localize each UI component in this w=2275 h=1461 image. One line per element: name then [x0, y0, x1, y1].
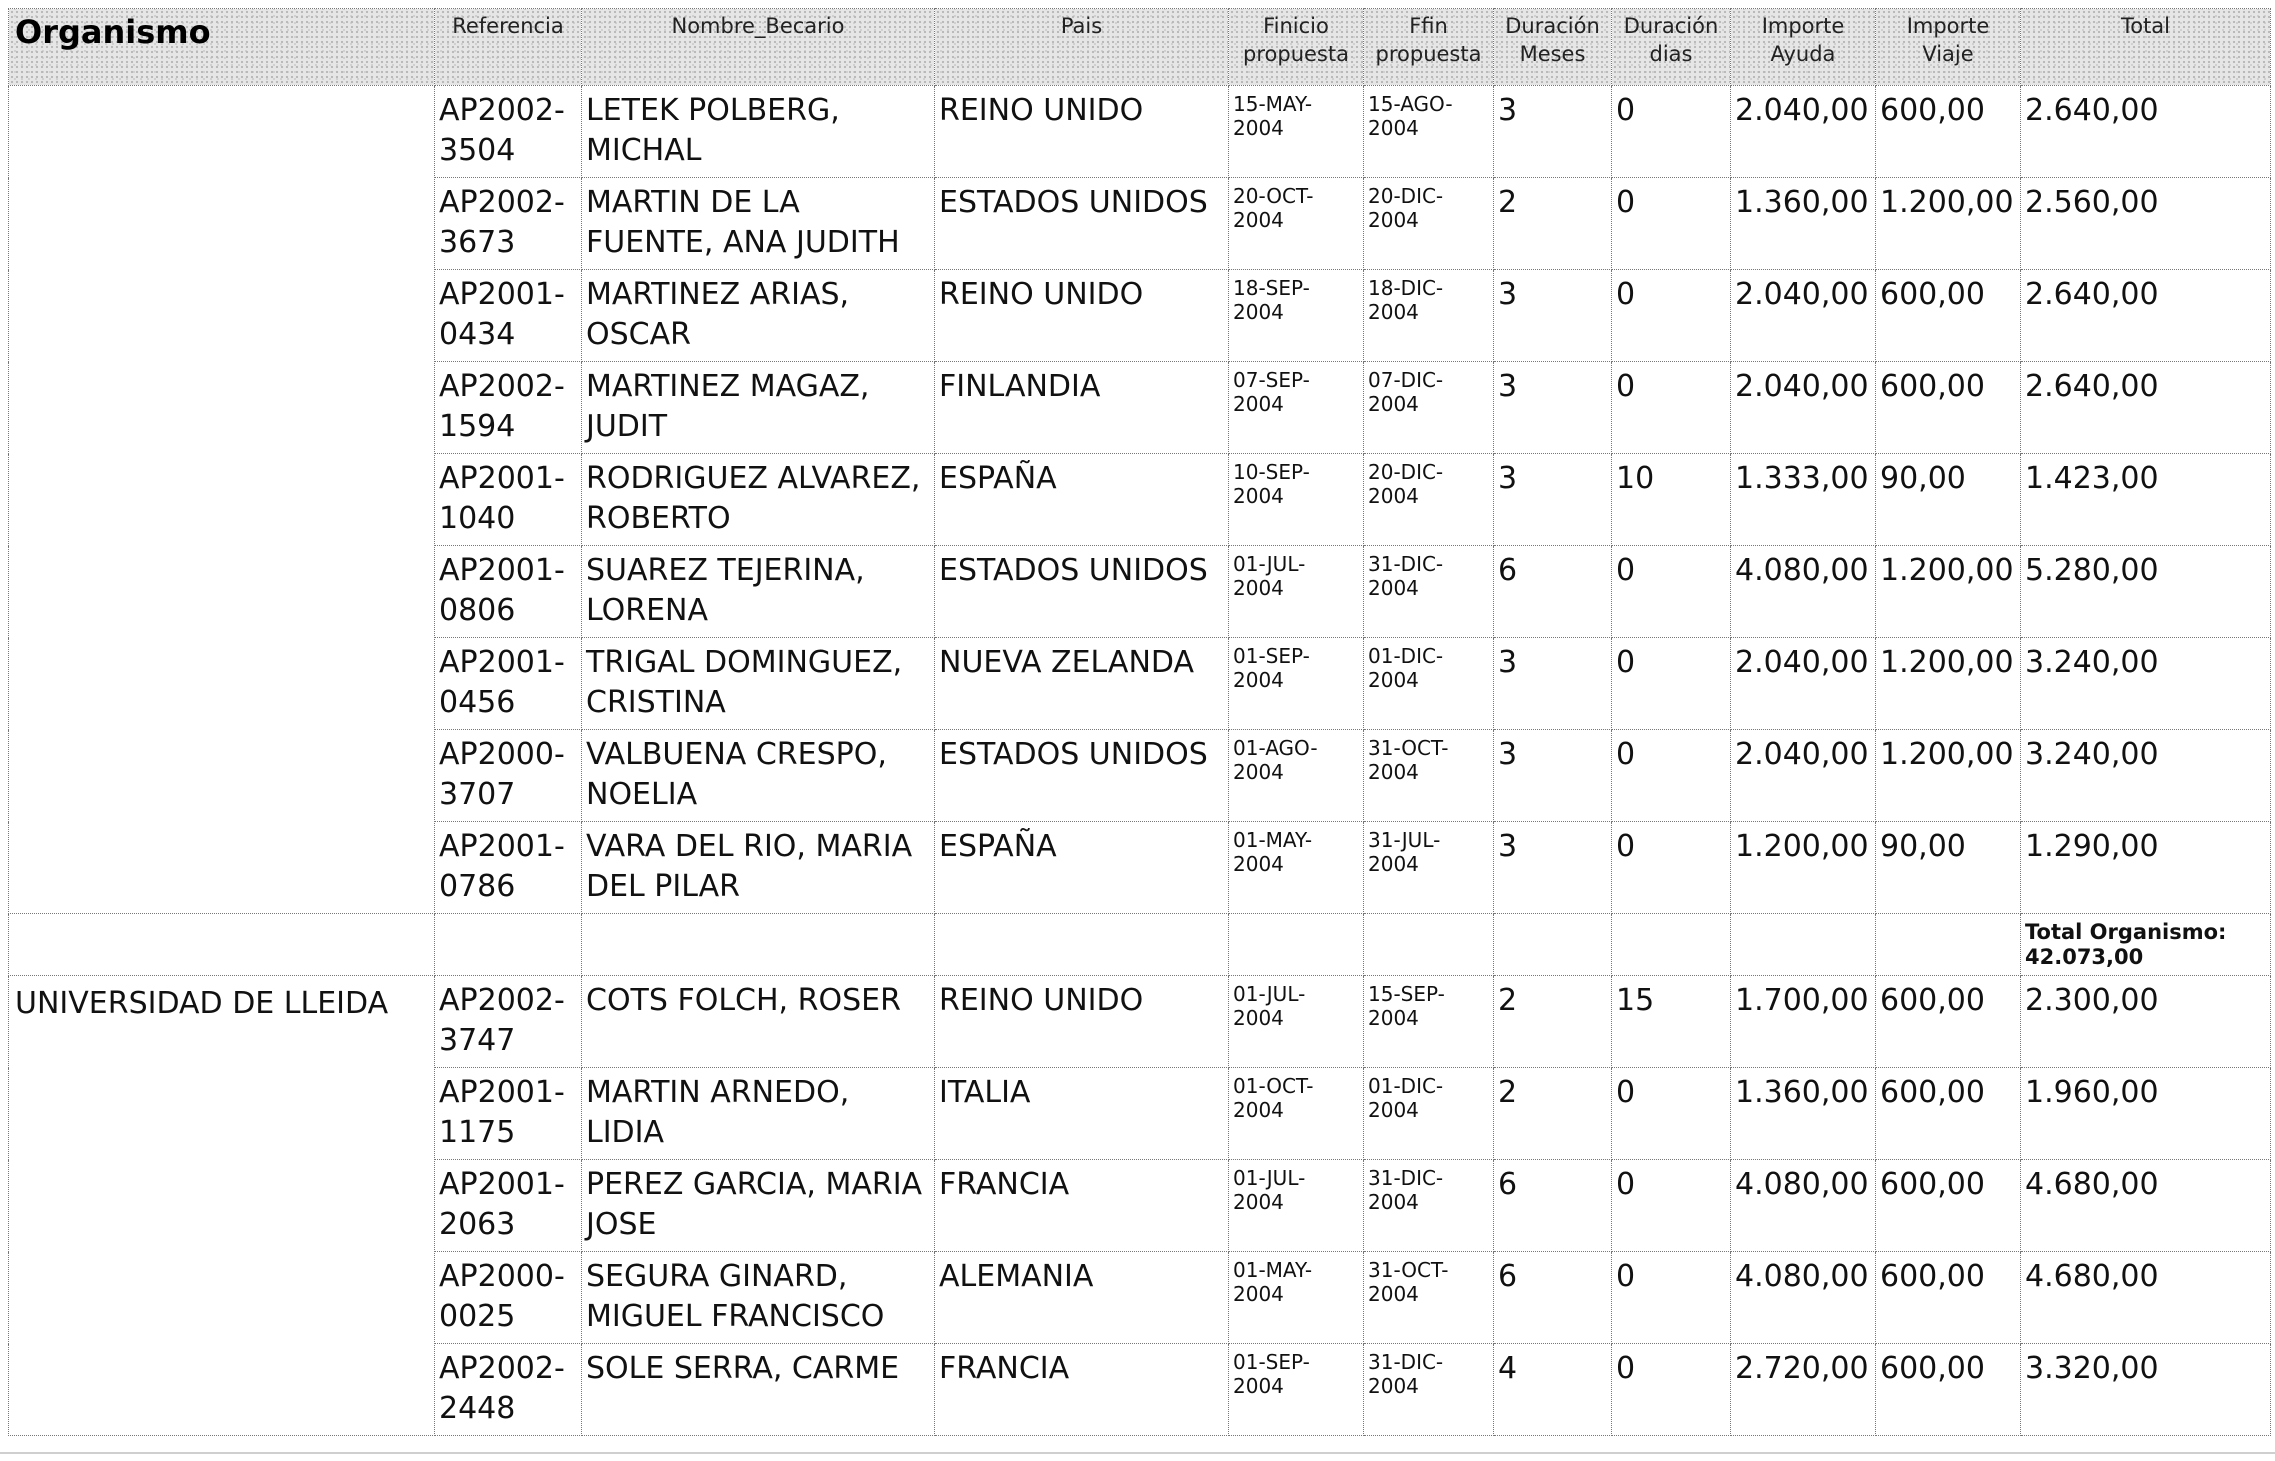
importe-viaje-cell: 600,00	[1876, 1252, 2021, 1344]
header-duracion-meses: Duración Meses	[1494, 9, 1612, 86]
empty-cell	[1612, 914, 1731, 976]
meses-cell: 2	[1494, 178, 1612, 270]
ffin-cell: 15-SEP- 2004	[1364, 976, 1494, 1068]
meses-cell: 3	[1494, 822, 1612, 914]
finicio-cell: 01-OCT- 2004	[1229, 1068, 1364, 1160]
empty-cell	[435, 914, 582, 976]
total-cell: 4.680,00	[2021, 1252, 2271, 1344]
nombre-cell: MARTIN DE LA FUENTE, ANA JUDITH	[582, 178, 935, 270]
finicio-cell: 01-AGO- 2004	[1229, 730, 1364, 822]
finicio-cell: 01-SEP- 2004	[1229, 1344, 1364, 1436]
table-row	[9, 86, 2271, 178]
ffin-cell: 07-DIC- 2004	[1364, 362, 1494, 454]
dias-cell: 0	[1612, 270, 1731, 362]
total-cell: 2.640,00	[2021, 270, 2271, 362]
meses-cell: 3	[1494, 730, 1612, 822]
ffin-cell: 01-DIC- 2004	[1364, 638, 1494, 730]
total-organismo-label: Total Organismo: 42.073,00	[2021, 914, 2271, 976]
empty-cell	[582, 914, 935, 976]
meses-cell: 3	[1494, 454, 1612, 546]
referencia-cell: AP2002- 1594	[435, 362, 582, 454]
meses-cell: 3	[1494, 362, 1612, 454]
dias-cell: 0	[1612, 178, 1731, 270]
header-duracion-dias: Duración dias	[1612, 9, 1731, 86]
subtotal-row	[9, 914, 2271, 976]
nombre-cell: TRIGAL DOMINGUEZ, CRISTINA	[582, 638, 935, 730]
nombre-cell: LETEK POLBERG, MICHAL	[582, 86, 935, 178]
header-importe-viaje: Importe Viaje	[1876, 9, 2021, 86]
pais-cell: REINO UNIDO	[935, 270, 1229, 362]
referencia-cell: AP2001- 0456	[435, 638, 582, 730]
pais-cell: ESTADOS UNIDOS	[935, 730, 1229, 822]
importe-viaje-cell: 1.200,00	[1876, 178, 2021, 270]
header-finicio: Finicio propuesta	[1229, 9, 1364, 86]
ffin-cell: 31-OCT- 2004	[1364, 730, 1494, 822]
importe-viaje-cell: 600,00	[1876, 1068, 2021, 1160]
pais-cell: FRANCIA	[935, 1344, 1229, 1436]
dias-cell: 0	[1612, 1160, 1731, 1252]
header-ffin: Ffin propuesta	[1364, 9, 1494, 86]
referencia-cell: AP2000- 0025	[435, 1252, 582, 1344]
referencia-cell: AP2002- 2448	[435, 1344, 582, 1436]
finicio-cell: 15-MAY- 2004	[1229, 86, 1364, 178]
ffin-cell: 20-DIC- 2004	[1364, 178, 1494, 270]
dias-cell: 0	[1612, 362, 1731, 454]
dias-cell: 0	[1612, 1344, 1731, 1436]
empty-cell	[1876, 914, 2021, 976]
nombre-cell: VALBUENA CRESPO, NOELIA	[582, 730, 935, 822]
meses-cell: 3	[1494, 638, 1612, 730]
importe-viaje-cell: 600,00	[1876, 270, 2021, 362]
meses-cell: 2	[1494, 1068, 1612, 1160]
pais-cell: NUEVA ZELANDA	[935, 638, 1229, 730]
dias-cell: 0	[1612, 638, 1731, 730]
importe-ayuda-cell: 2.040,00	[1731, 362, 1876, 454]
finicio-cell: 01-JUL- 2004	[1229, 1160, 1364, 1252]
organismo-cell: UNIVERSIDAD DE LLEIDA	[9, 976, 435, 1436]
scan-edge-line	[0, 1452, 2275, 1454]
total-cell: 1.423,00	[2021, 454, 2271, 546]
total-cell: 1.290,00	[2021, 822, 2271, 914]
nombre-cell: MARTIN ARNEDO, LIDIA	[582, 1068, 935, 1160]
pais-cell: REINO UNIDO	[935, 86, 1229, 178]
importe-ayuda-cell: 2.040,00	[1731, 270, 1876, 362]
importe-ayuda-cell: 4.080,00	[1731, 1252, 1876, 1344]
empty-cell	[9, 914, 435, 976]
nombre-cell: SUAREZ TEJERINA, LORENA	[582, 546, 935, 638]
importe-viaje-cell: 1.200,00	[1876, 638, 2021, 730]
meses-cell: 6	[1494, 546, 1612, 638]
finicio-cell: 01-JUL- 2004	[1229, 976, 1364, 1068]
meses-cell: 4	[1494, 1344, 1612, 1436]
header-organismo: Organismo	[9, 9, 435, 86]
importe-viaje-cell: 600,00	[1876, 362, 2021, 454]
pais-cell: ESPAÑA	[935, 454, 1229, 546]
referencia-cell: AP2002- 3747	[435, 976, 582, 1068]
importe-ayuda-cell: 4.080,00	[1731, 546, 1876, 638]
header-nombre-becario: Nombre_Becario	[582, 9, 935, 86]
becarios-table	[8, 8, 2271, 1436]
importe-ayuda-cell: 1.200,00	[1731, 822, 1876, 914]
pais-cell: FRANCIA	[935, 1160, 1229, 1252]
header-importe-ayuda: Importe Ayuda	[1731, 9, 1876, 86]
importe-viaje-cell: 600,00	[1876, 86, 2021, 178]
finicio-cell: 10-SEP- 2004	[1229, 454, 1364, 546]
referencia-cell: AP2001- 0786	[435, 822, 582, 914]
importe-viaje-cell: 1.200,00	[1876, 546, 2021, 638]
referencia-cell: AP2001- 0806	[435, 546, 582, 638]
nombre-cell: VARA DEL RIO, MARIA DEL PILAR	[582, 822, 935, 914]
importe-viaje-cell: 600,00	[1876, 1160, 2021, 1252]
empty-cell	[935, 914, 1229, 976]
pais-cell: FINLANDIA	[935, 362, 1229, 454]
meses-cell: 6	[1494, 1252, 1612, 1344]
group-2-body	[9, 976, 2271, 1436]
pais-cell: ALEMANIA	[935, 1252, 1229, 1344]
finicio-cell: 18-SEP- 2004	[1229, 270, 1364, 362]
nombre-cell: RODRIGUEZ ALVAREZ, ROBERTO	[582, 454, 935, 546]
total-cell: 3.240,00	[2021, 730, 2271, 822]
meses-cell: 2	[1494, 976, 1612, 1068]
referencia-cell: AP2001- 1040	[435, 454, 582, 546]
nombre-cell: SOLE SERRA, CARME	[582, 1344, 935, 1436]
total-cell: 3.320,00	[2021, 1344, 2271, 1436]
ffin-cell: 31-DIC- 2004	[1364, 1344, 1494, 1436]
table-row	[9, 976, 2271, 1068]
importe-ayuda-cell: 2.720,00	[1731, 1344, 1876, 1436]
finicio-cell: 20-OCT- 2004	[1229, 178, 1364, 270]
total-cell: 3.240,00	[2021, 638, 2271, 730]
total-cell: 2.560,00	[2021, 178, 2271, 270]
importe-viaje-cell: 600,00	[1876, 1344, 2021, 1436]
importe-ayuda-cell: 1.360,00	[1731, 1068, 1876, 1160]
empty-cell	[1364, 914, 1494, 976]
nombre-cell: PEREZ GARCIA, MARIA JOSE	[582, 1160, 935, 1252]
pais-cell: ITALIA	[935, 1068, 1229, 1160]
ffin-cell: 31-DIC- 2004	[1364, 1160, 1494, 1252]
importe-ayuda-cell: 2.040,00	[1731, 638, 1876, 730]
referencia-cell: AP2001- 0434	[435, 270, 582, 362]
referencia-cell: AP2002- 3504	[435, 86, 582, 178]
group-1-body	[9, 86, 2271, 976]
ffin-cell: 20-DIC- 2004	[1364, 454, 1494, 546]
ffin-cell: 15-AGO- 2004	[1364, 86, 1494, 178]
header-row	[9, 9, 2271, 86]
importe-ayuda-cell: 1.700,00	[1731, 976, 1876, 1068]
importe-viaje-cell: 90,00	[1876, 454, 2021, 546]
importe-ayuda-cell: 2.040,00	[1731, 730, 1876, 822]
meses-cell: 3	[1494, 270, 1612, 362]
pais-cell: REINO UNIDO	[935, 976, 1229, 1068]
dias-cell: 10	[1612, 454, 1731, 546]
organismo-cell	[9, 86, 435, 914]
dias-cell: 0	[1612, 822, 1731, 914]
ffin-cell: 31-OCT- 2004	[1364, 1252, 1494, 1344]
nombre-cell: MARTINEZ ARIAS, OSCAR	[582, 270, 935, 362]
dias-cell: 0	[1612, 1252, 1731, 1344]
header-pais: Pais	[935, 9, 1229, 86]
meses-cell: 6	[1494, 1160, 1612, 1252]
referencia-cell: AP2001- 1175	[435, 1068, 582, 1160]
ffin-cell: 01-DIC- 2004	[1364, 1068, 1494, 1160]
header-referencia: Referencia	[435, 9, 582, 86]
dias-cell: 0	[1612, 730, 1731, 822]
total-cell: 2.300,00	[2021, 976, 2271, 1068]
total-cell: 1.960,00	[2021, 1068, 2271, 1160]
pais-cell: ESTADOS UNIDOS	[935, 178, 1229, 270]
finicio-cell: 01-JUL- 2004	[1229, 546, 1364, 638]
importe-ayuda-cell: 1.333,00	[1731, 454, 1876, 546]
pais-cell: ESTADOS UNIDOS	[935, 546, 1229, 638]
total-cell: 4.680,00	[2021, 1160, 2271, 1252]
nombre-cell: SEGURA GINARD, MIGUEL FRANCISCO	[582, 1252, 935, 1344]
empty-cell	[1731, 914, 1876, 976]
dias-cell: 15	[1612, 976, 1731, 1068]
finicio-cell: 01-MAY- 2004	[1229, 822, 1364, 914]
importe-ayuda-cell: 1.360,00	[1731, 178, 1876, 270]
ffin-cell: 31-JUL- 2004	[1364, 822, 1494, 914]
importe-ayuda-cell: 2.040,00	[1731, 86, 1876, 178]
total-cell: 5.280,00	[2021, 546, 2271, 638]
empty-cell	[1229, 914, 1364, 976]
header-total: Total	[2021, 9, 2271, 86]
finicio-cell: 01-SEP- 2004	[1229, 638, 1364, 730]
importe-viaje-cell: 90,00	[1876, 822, 2021, 914]
empty-cell	[1494, 914, 1612, 976]
pais-cell: ESPAÑA	[935, 822, 1229, 914]
meses-cell: 3	[1494, 86, 1612, 178]
importe-viaje-cell: 600,00	[1876, 976, 2021, 1068]
finicio-cell: 07-SEP- 2004	[1229, 362, 1364, 454]
ffin-cell: 18-DIC- 2004	[1364, 270, 1494, 362]
nombre-cell: MARTINEZ MAGAZ, JUDIT	[582, 362, 935, 454]
dias-cell: 0	[1612, 1068, 1731, 1160]
importe-viaje-cell: 1.200,00	[1876, 730, 2021, 822]
referencia-cell: AP2000- 3707	[435, 730, 582, 822]
dias-cell: 0	[1612, 546, 1731, 638]
referencia-cell: AP2002- 3673	[435, 178, 582, 270]
total-cell: 2.640,00	[2021, 362, 2271, 454]
importe-ayuda-cell: 4.080,00	[1731, 1160, 1876, 1252]
ffin-cell: 31-DIC- 2004	[1364, 546, 1494, 638]
referencia-cell: AP2001- 2063	[435, 1160, 582, 1252]
nombre-cell: COTS FOLCH, ROSER	[582, 976, 935, 1068]
dias-cell: 0	[1612, 86, 1731, 178]
total-cell: 2.640,00	[2021, 86, 2271, 178]
finicio-cell: 01-MAY- 2004	[1229, 1252, 1364, 1344]
